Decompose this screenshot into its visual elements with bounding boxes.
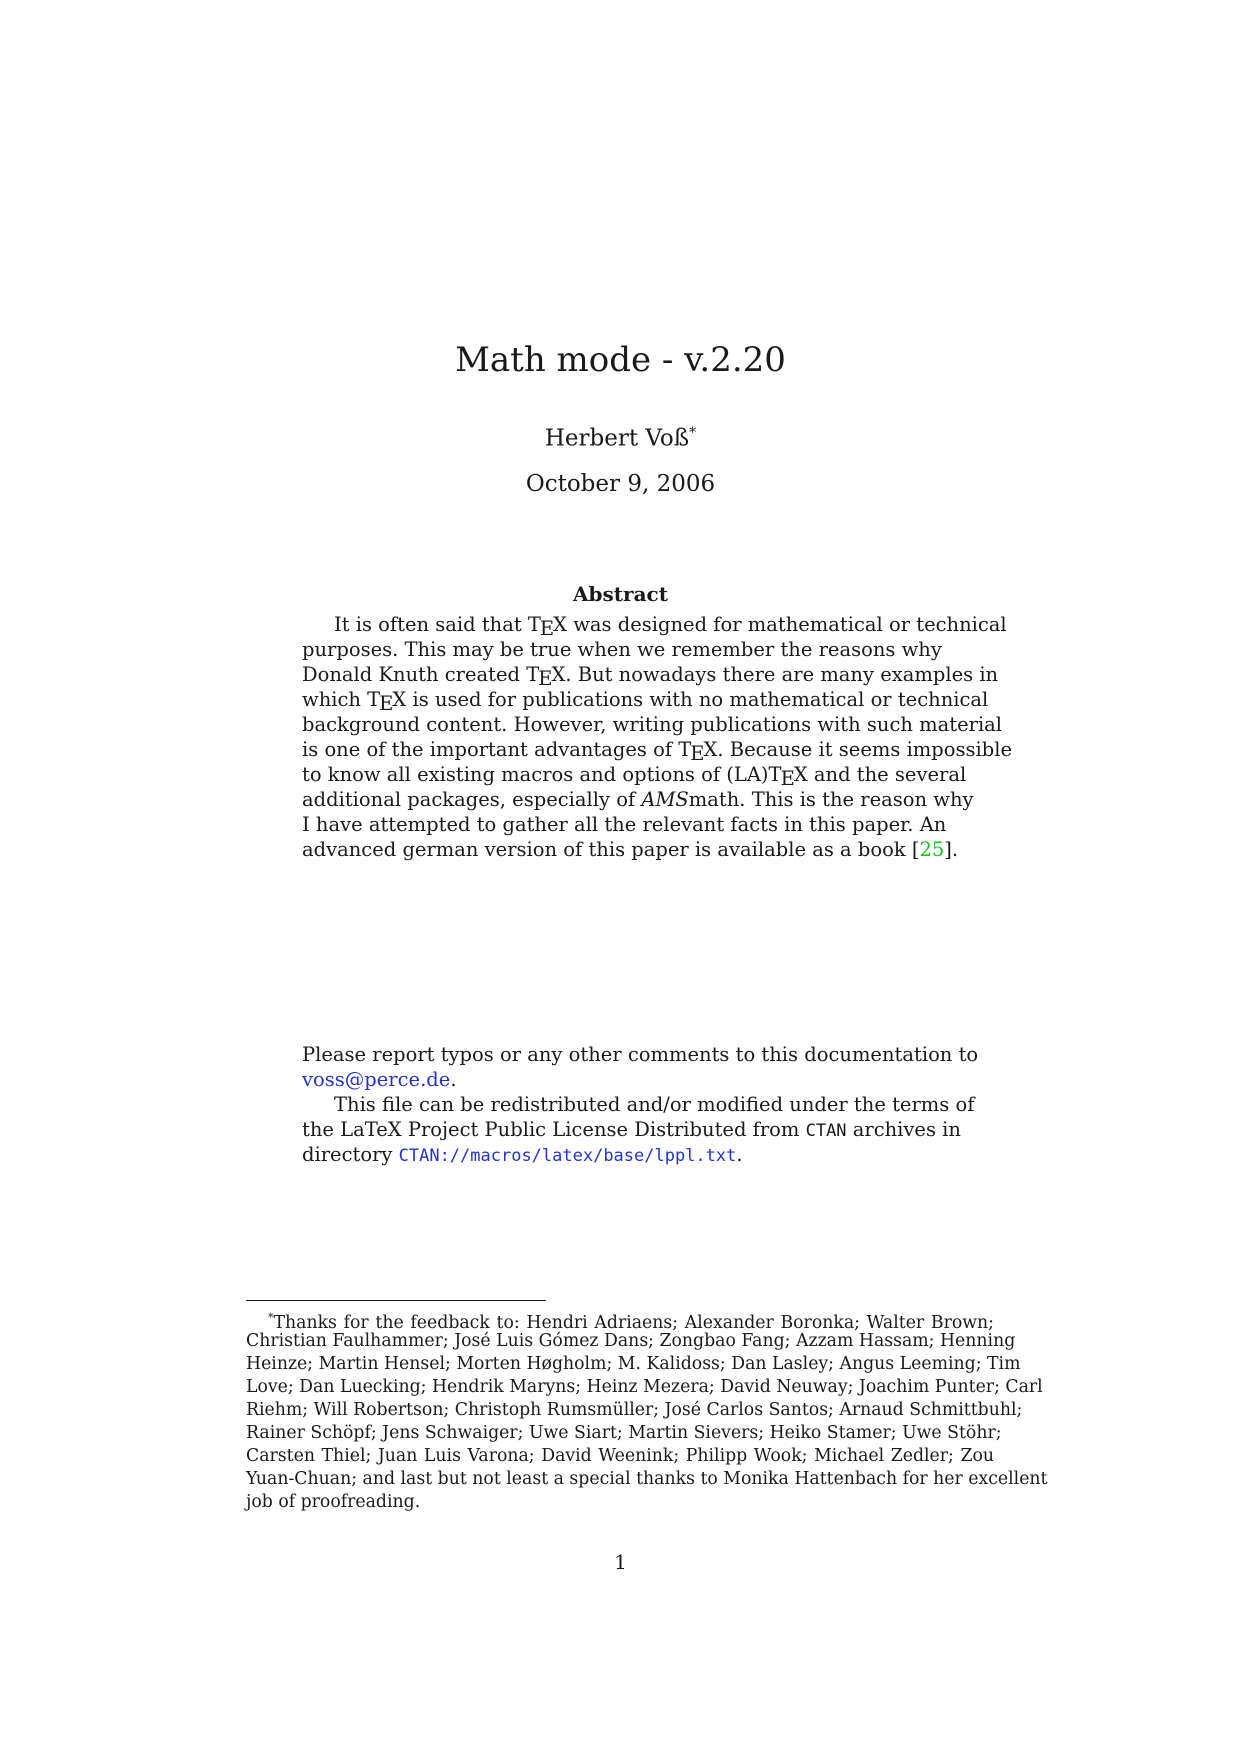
citation-link[interactable]: 25 <box>919 838 945 861</box>
page-number: 1 <box>614 1550 627 1574</box>
abstract-heading: Abstract <box>573 582 668 606</box>
license-url-link[interactable]: CTAN://macros/latex/base/lppl.txt <box>398 1146 737 1166</box>
footnote-line: Riehm; Will Robertson; Christoph Rumsmüller; José Carlos Santos; Arnaud Schmittbuhl; <box>246 1400 1023 1420</box>
paper-title: Math mode - v.2.20 <box>455 340 786 380</box>
abstract-line: which TEX is used for publications with no mathematical or technical <box>302 688 989 715</box>
author-footnote-mark[interactable]: * <box>689 425 697 441</box>
report-text: Please report typos or any other comments to this documentation to <box>302 1043 979 1066</box>
footnote-line: Yuan-Chuan; and last but not least a special thanks to Monika Hattenbach for her excellent <box>246 1469 1048 1489</box>
ctan-label: CTAN <box>805 1121 847 1141</box>
footnote-line: job of proofreading. <box>246 1492 421 1512</box>
footnote-line: *Thanks for the feedback to: Hendri Adriaens; Alexander Boronka; Walter Brown; <box>268 1311 994 1333</box>
footnote-mark: * <box>268 1311 274 1324</box>
email-line: voss@perce.de. <box>302 1068 457 1091</box>
abstract-line: advanced german version of this paper is available as a book [25]. <box>302 838 959 861</box>
footnote-line: Christian Faulhammer; José Luis Gómez Dans; Zongbao Fang; Azzam Hassam; Henning <box>246 1331 1016 1351</box>
footnote-line: Rainer Schöpf; Jens Schwaiger; Uwe Siart; Martin Sievers; Heiko Stamer; Uwe Stöhr; <box>246 1423 1002 1443</box>
abstract-line: Donald Knuth created TEX. But nowadays there are many examples in <box>302 663 999 690</box>
abstract-line: It is often said that TEX was designed for mathematical or technical <box>334 613 1007 640</box>
paper-date: October 9, 2006 <box>525 471 716 497</box>
abstract-line: to know all existing macros and options of (LA)TEX and the several <box>302 763 967 790</box>
author-name: Herbert Voß <box>544 425 690 452</box>
footnote-rule <box>246 1300 546 1301</box>
author-line <box>0 419 1241 453</box>
email-link[interactable]: voss@perce.de <box>302 1068 451 1091</box>
ams-logo: AMS <box>641 788 689 811</box>
abstract-line: background content. However, writing publications with such material <box>302 713 1003 736</box>
footnote-line: Carsten Thiel; Juan Luis Varona; David Weenink; Philipp Wook; Michael Zedler; Zou <box>246 1446 994 1466</box>
license-line: This file can be redistributed and/or modified under the terms of <box>334 1093 975 1116</box>
abstract-line: purposes. This may be true when we remember the reasons why <box>302 638 942 661</box>
abstract-line: I have attempted to gather all the relevant facts in this paper. An <box>302 813 947 836</box>
license-line: the LaTeX Project Public License Distributed from CTAN archives in <box>302 1118 961 1141</box>
footnote-line: Love; Dan Luecking; Hendrik Maryns; Heinz Mezera; David Neuway; Joachim Punter; Carl <box>246 1377 1043 1397</box>
abstract-line: is one of the important advantages of TEX. Because it seems impossible <box>302 738 1013 765</box>
abstract-line: additional packages, especially of AMSmath. This is the reason why <box>302 788 974 811</box>
footnote-line: Heinze; Martin Hensel; Morten Høgholm; M. Kalidoss; Dan Lasley; Angus Leeming; Tim <box>246 1354 1021 1374</box>
license-line: directory CTAN://macros/latex/base/lppl.txt. <box>302 1143 743 1166</box>
